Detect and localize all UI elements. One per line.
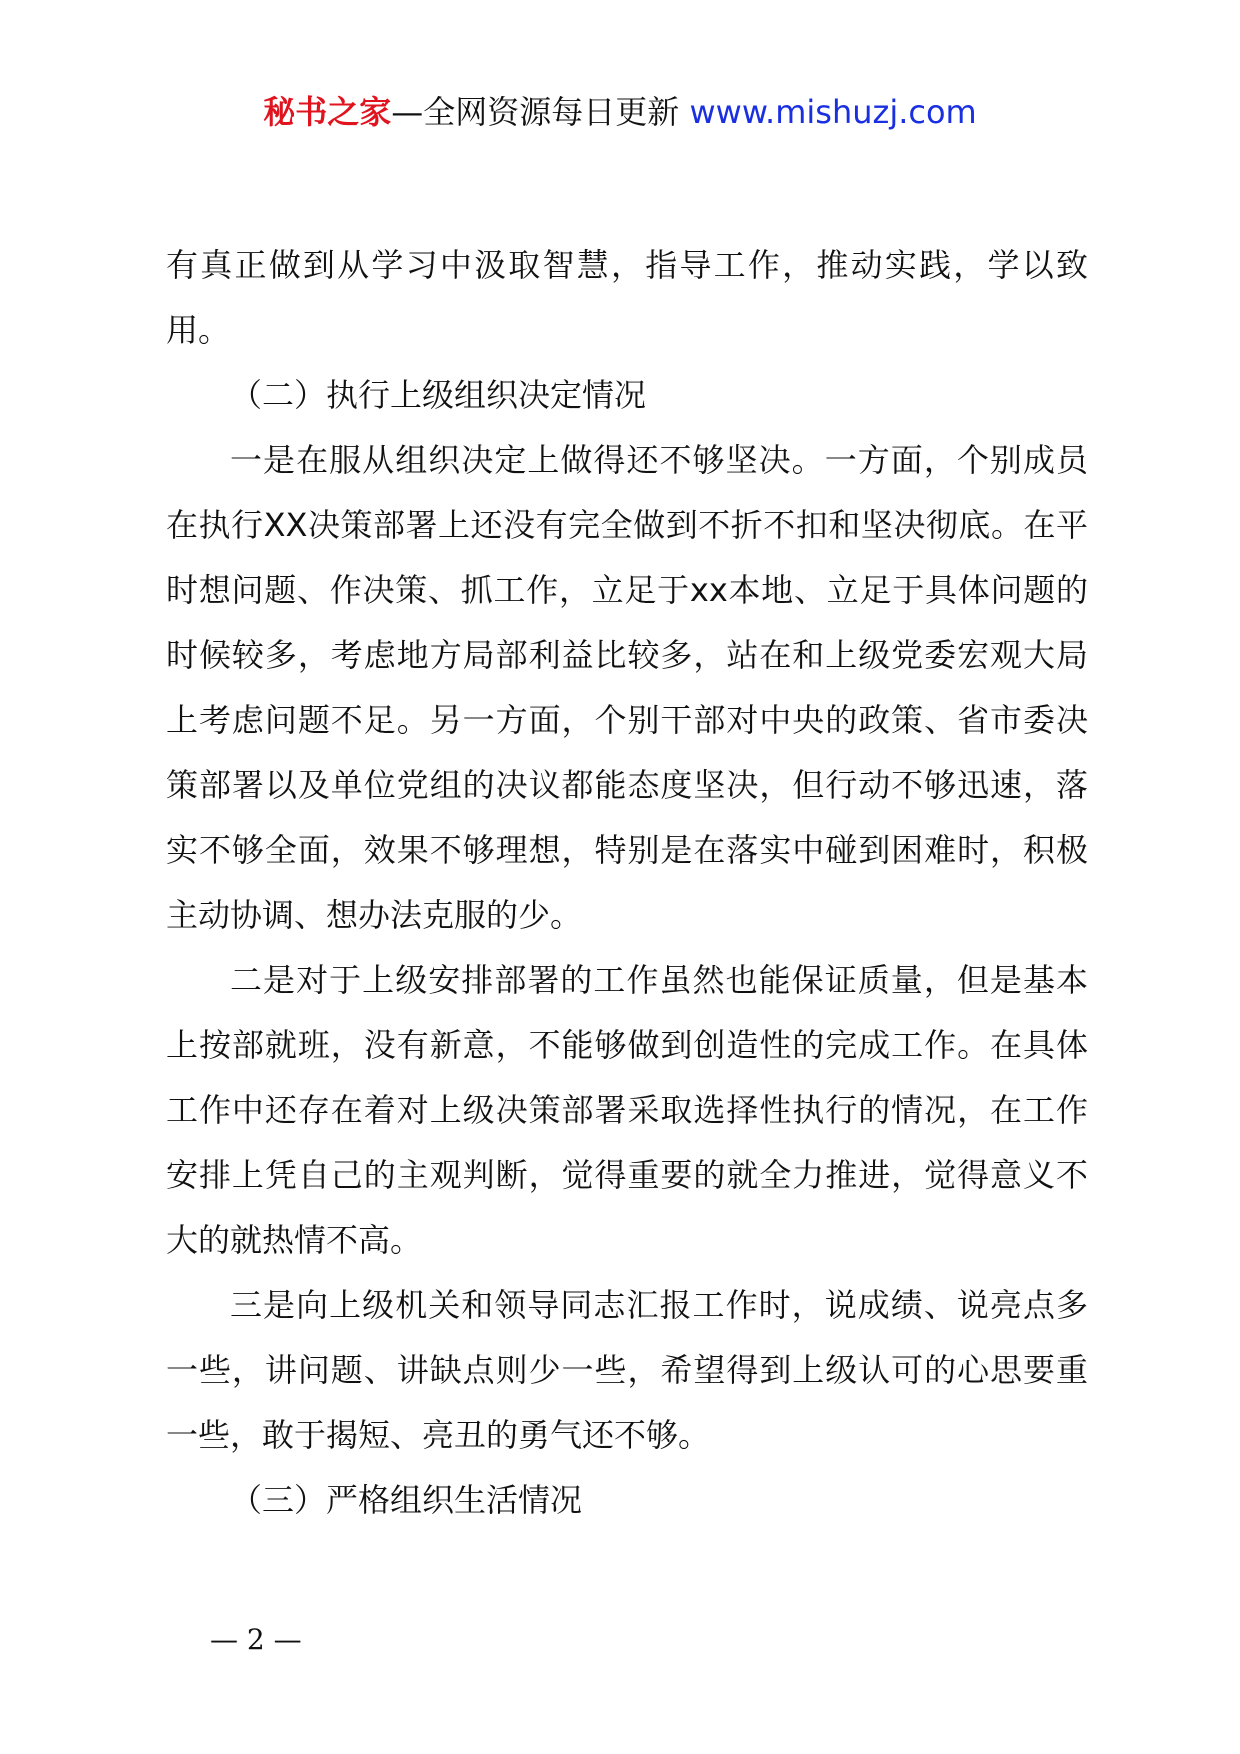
section-heading-3: （三）严格组织生活情况	[230, 1481, 583, 1519]
header-brand: 秘书之家	[263, 93, 392, 131]
page-number: — 2 —	[210, 1623, 302, 1656]
paragraph-point-1: 一是在服从组织决定上做得还不够坚决。一方面，个别成员在执行XX决策部署上还没有完全做到不折不扣和坚决彻底。在平时想问题、作决策、抓工作，立足于xx本地、立足于具体问题的时候较多，考虑地方局部利益比较多，站在和上级党委宏观大局上考虑问题不足。另一方面，个别干部对中央的政策、省市委决策部署以及单位党组的决议都能态度坚决，但行动不够迅速，落实不够全面，效果不够理想，特别是在落实中碰到困难时，积极主动协调、想办法克服的少。	[166, 441, 1088, 934]
paragraph-continuation: 有真正做到从学习中汲取智慧，指导工作，推动实践，学以致用。	[166, 246, 1088, 349]
header-tagline: —全网资源每日更新	[391, 93, 680, 131]
paragraph-point-2: 二是对于上级安排部署的工作虽然也能保证质量，但是基本上按部就班，没有新意，不能够做到创造性的完成工作。在具体工作中还存在着对上级决策部署采取选择性执行的情况，在工作安排上凭自己的主观判断，觉得重要的就全力推进，觉得意义不大的就热情不高。	[166, 961, 1088, 1259]
document-body	[166, 233, 1088, 1533]
section-heading-2: （二）执行上级组织决定情况	[230, 376, 647, 414]
paragraph-point-3: 三是向上级机关和领导同志汇报工作时，说成绩、说亮点多一些，讲问题、讲缺点则少一些，希望得到上级认可的心思要重一些，敢于揭短、亮丑的勇气还不够。	[166, 1286, 1088, 1454]
header-url[interactable]: www.mishuzj.com	[689, 93, 977, 131]
page-header	[0, 90, 1240, 134]
